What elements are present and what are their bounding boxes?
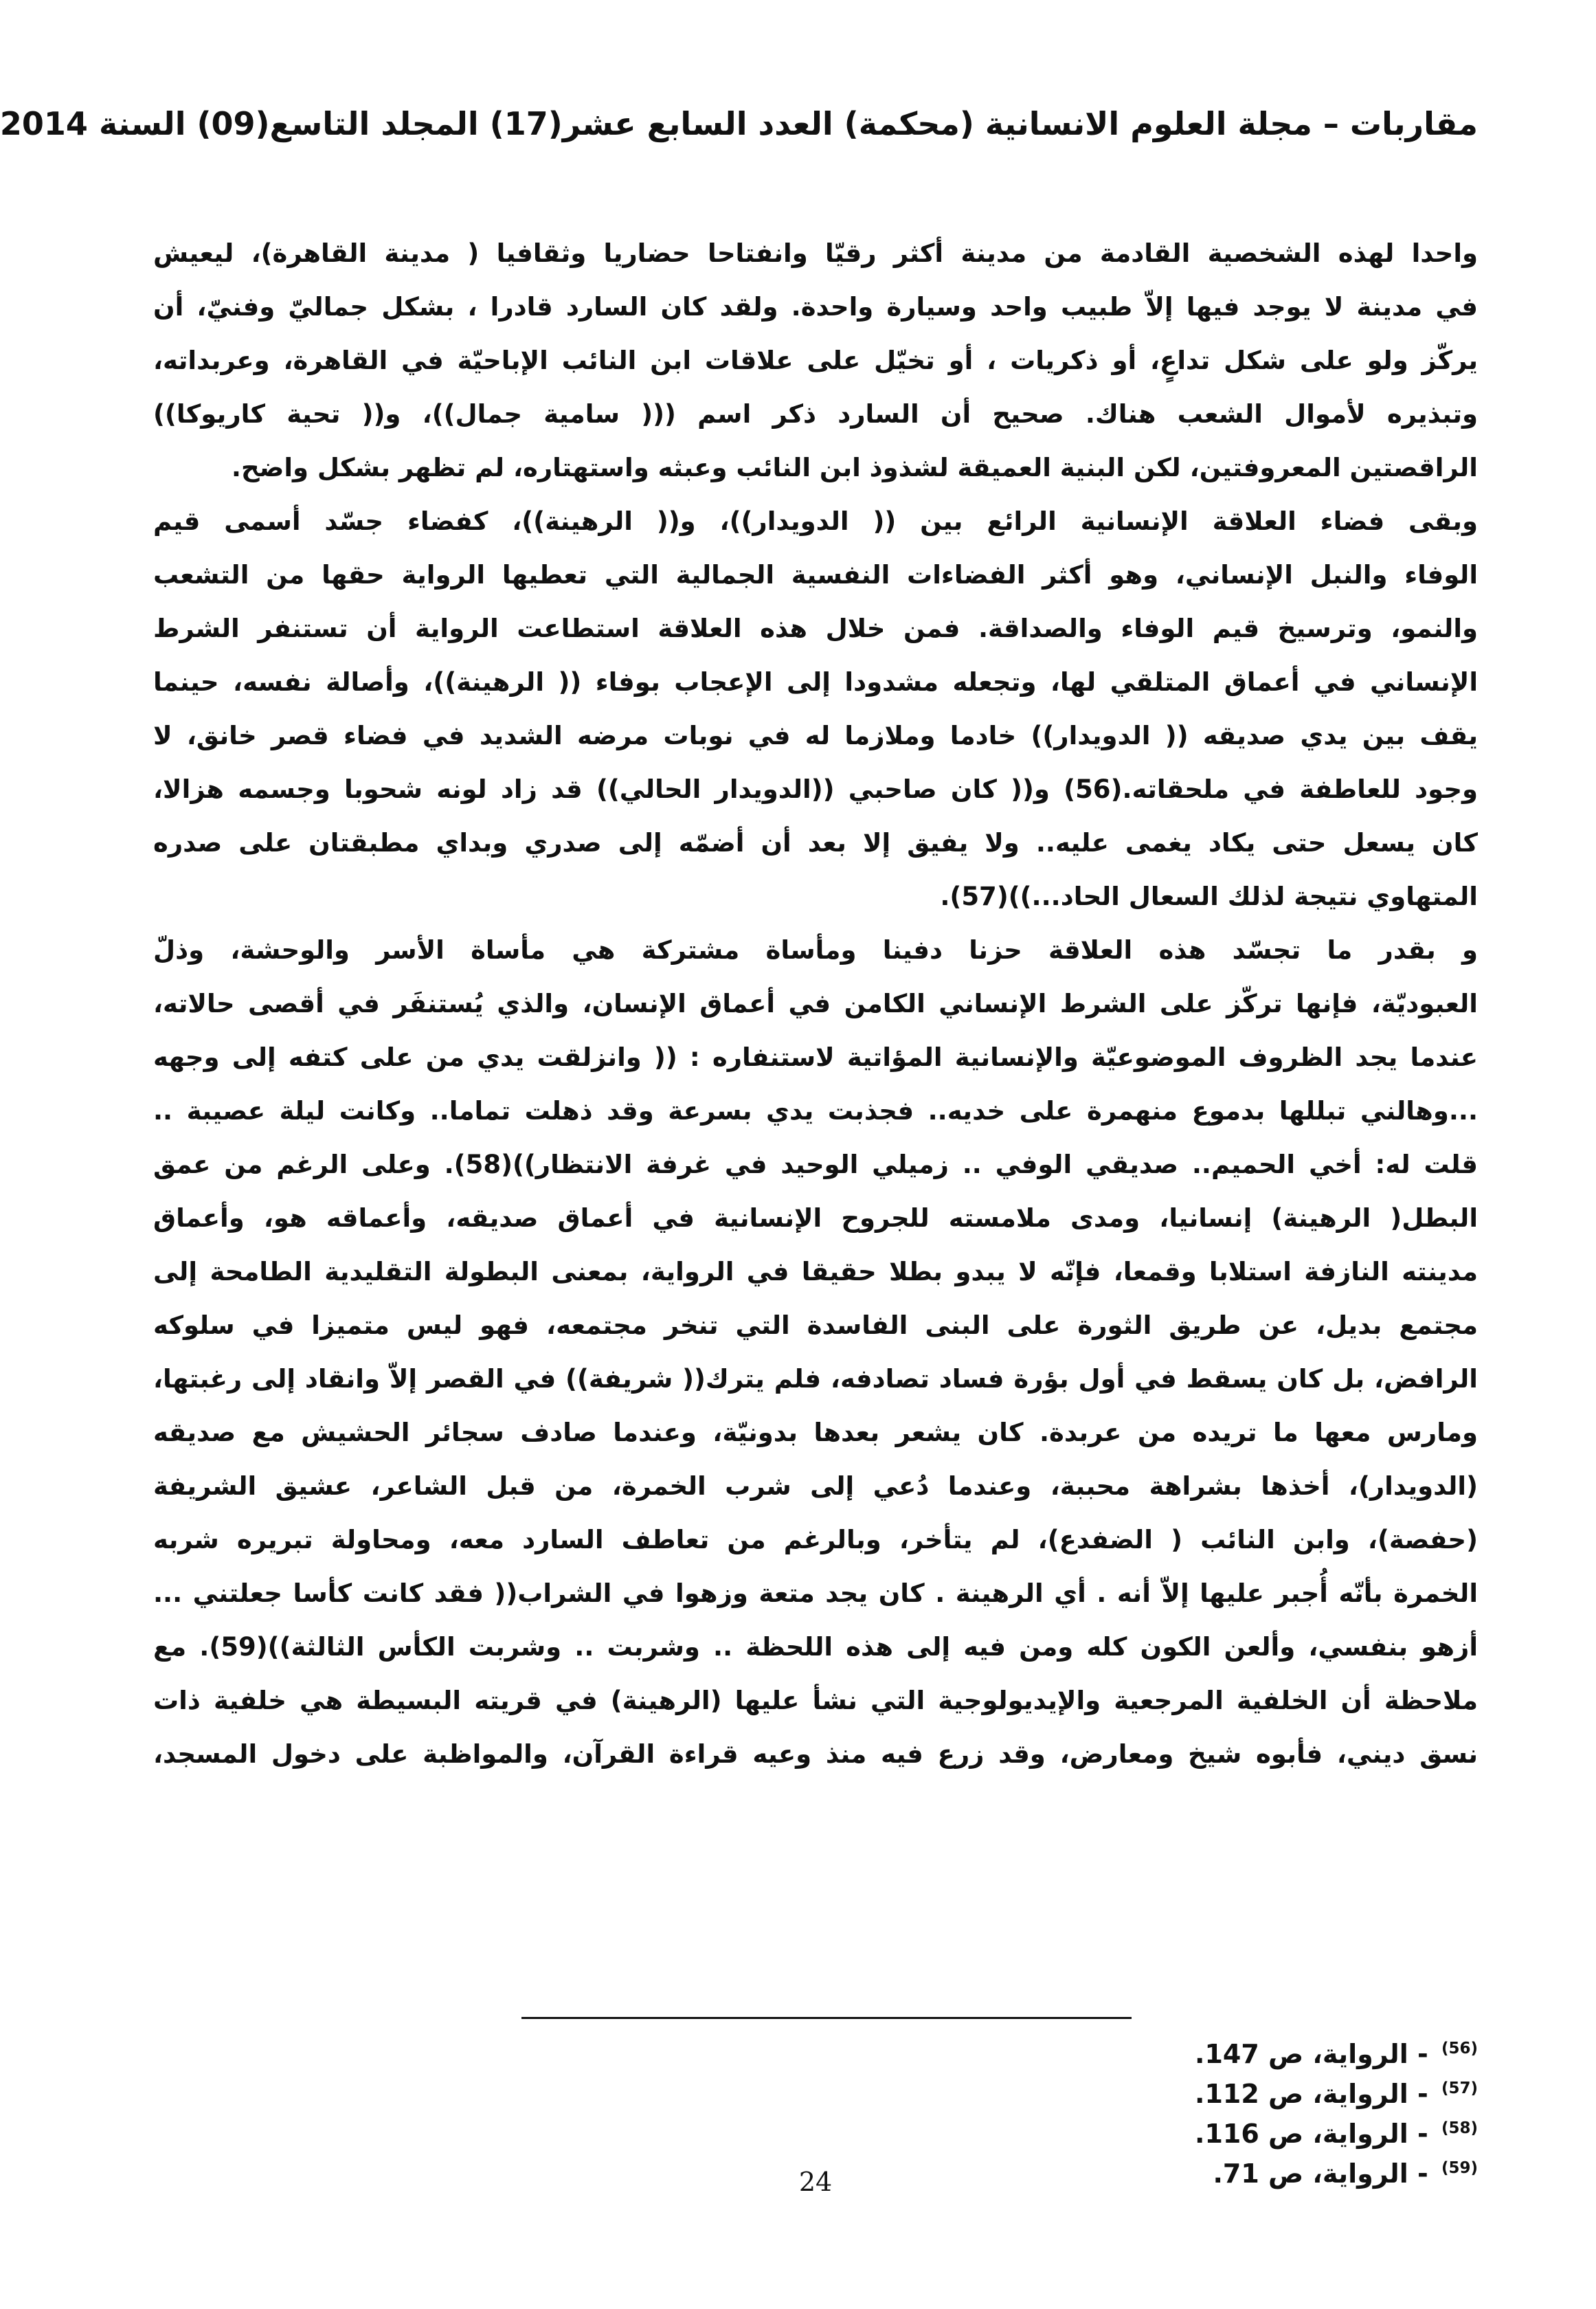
body-line: وبقى فضاء العلاقة الإنسانية الرائع بين (( الدويدار))، و(( الرهينة))، كفضاء جسّد أسمى قيم	[153, 506, 1478, 536]
body-line: قلت له: أخي الحميم.. صديقي الوفي .. زميلي الوحيد في غرفة الانتظار))(58). وعلى الرغم من عمق	[153, 1150, 1478, 1179]
footnote-text: - الرواية، ص 116.	[1195, 2119, 1428, 2149]
body-line: أزهو بنفسي، وألعن الكون كله ومن فيه إلى هذه اللحظة .. وشربت .. وشربت الكأس الثالثة))(59). مع	[153, 1632, 1479, 1662]
body-line: و بقدر ما تجسّد هذه العلاقة حزنا دفينا ومأساة مشتركة هي مأساة الأسر والوحشة، وذلّ	[153, 935, 1478, 965]
body-line: العبوديّة، فإنها تركّز على الشرط الإنساني الكامن في أعماق الإنسان، والذي يُستنفَر في أقصى حالاته،	[153, 989, 1478, 1018]
body-line: يقف بين يدي صديقه (( الدويدار)) خادما وملازما له في نوبات مرضه الشديد في فضاء قصر خانق، لا	[153, 721, 1478, 750]
body-line: وتبذيره لأموال الشعب هناك. صحيح أن السارد ذكر اسم ((( سامية جمال))، و(( تحية كاريوكا))	[153, 399, 1478, 429]
body-line: ومارس معها ما تريده من عربدة. كان يشعر بعدها بدونيّة، وعندما صادف سجائر الحشيش مع صديقه	[153, 1418, 1478, 1447]
footnote	[1121, 2034, 1478, 2074]
footnote-text: - الرواية، ص 71.	[1213, 2159, 1428, 2189]
footnote	[1121, 2154, 1478, 2194]
body-line: البطل( الرهينة) إنسانيا، ومدى ملامسته للجروح الإنسانية في أعماق صديقه، وأعماقه هو، وأعماق	[153, 1203, 1478, 1233]
body-line: ...وهالني تبللها بدموع منهمرة على خديه.. فجذبت يدي بسرعة وقد ذهلت تماما.. وكانت ليلة عصيبة ..	[153, 1096, 1478, 1126]
body-line: الرافض، بل كان يسقط في أول بؤرة فساد تصادفه، فلم يترك(( شريفة)) في القصر إلاّ وانقاد إلى رغبتها،	[153, 1364, 1478, 1394]
footnote-number: (59)	[1441, 2159, 1478, 2178]
body-line: الإنساني في أعماق المتلقي لها، وتجعله مشدودا إلى الإعجاب بوفاء (( الرهينة))، وأصالة نفسه، حينما	[153, 667, 1478, 697]
footnote-divider	[521, 2017, 1132, 2019]
body-line: الوفاء والنبل الإنساني، وهو أكثر الفضاءات النفسية الجمالية التي تعطيها الرواية حقها من التشعب	[153, 560, 1478, 590]
body-line: الخمرة بأنّه أُجبر عليها إلاّ أنه . أي الرهينة . كان يجد متعة وزهوا في الشراب(( فقد كانت كأسا جعلتني ...	[153, 1579, 1478, 1608]
body-line: يركّز ولو على شكل تداعٍ، أو ذكريات ، أو تخيّل على علاقات ابن النائب الإباحيّة في القاهرة، وعربداته،	[153, 346, 1478, 375]
body-line: مجتمع بديل، عن طريق الثورة على البنى الفاسدة التي تنخر مجتمعه، فهو ليس متميزا في سلوكه	[153, 1310, 1478, 1340]
footnote-number: (56)	[1441, 2040, 1478, 2058]
body-line: المتهاوي نتيجة لذلك السعال الحاد...))(57).	[940, 882, 1478, 911]
body-line: عندما يجد الظروف الموضوعيّة والإنسانية المؤاتية لاستنفاره : (( وانزلقت يدي من على كتفه إلى وجهه	[153, 1042, 1478, 1072]
body-line: نسق ديني، فأبوه شيخ ومعارض، وقد زرع فيه منذ وعيه قراءة القرآن، والمواظبة على دخول المسجد،	[153, 1739, 1478, 1769]
footnote-text: - الرواية، ص 112.	[1195, 2079, 1428, 2109]
footnote-number: (58)	[1441, 2119, 1478, 2138]
footnote	[1121, 2114, 1478, 2154]
body-line: واحدا لهذه الشخصية القادمة من مدينة أكثر رقيّا وانفتاحا حضاريا وثقافيا ( مدينة القاهرة)، ليعيش	[153, 238, 1478, 268]
body-line: مدينته النازفة استلابا وقمعا، فإنّه لا يبدو بطلا حقيقا في الرواية، بمعنى البطولة التقليدية الطامحة إلى	[153, 1257, 1478, 1286]
body-text	[153, 227, 1478, 1781]
page-number: 24	[798, 2167, 833, 2197]
body-line: (حفصة)، وابن النائب ( الضفدع)، لم يتأخر، وبالرغم من تعاطف السارد معه، ومحاولة تبريره شربه	[153, 1525, 1478, 1554]
footnote	[1121, 2074, 1478, 2114]
body-line: في مدينة لا يوجد فيها إلاّ طبيب واحد وسيارة واحدة. ولقد كان السارد قادرا ، بشكل جماليّ وفنيّ، أن	[153, 292, 1478, 322]
body-line: والنمو، وترسيخ قيم الوفاء والصداقة. فمن خلال هذه العلاقة استطاعت الرواية أن تستنفر الشرط	[153, 614, 1478, 643]
body-line: ملاحظة أن الخلفية المرجعية والإيديولوجية التي نشأ عليها (الرهينة) في قريته البسيطة هي خلفية ذات	[153, 1686, 1478, 1715]
body-line: (الدويدار)، أخذها بشراهة محببة، وعندما دُعي إلى شرب الخمرة، من قبل الشاعر، عشيق الشريفة	[153, 1471, 1478, 1501]
body-line: كان يسعل حتى يكاد يغمى عليه.. ولا يفيق إلا بعد أن أضمّه إلى صدري وبداي مطبقتان على صدره	[153, 828, 1478, 858]
body-line: وجود للعاطفة في ملحقاته.(56) و(( كان صاحبي ((الدويدار الحالي)) قد زاد لونه شحوبا وجسمه هزالا،	[153, 774, 1478, 804]
running-header: مقاربات – مجلة العلوم الانسانية (محكمة) العدد السابع عشر(17) المجلد التاسع(09) السنة 2014	[0, 105, 1478, 142]
footnote-number: (57)	[1441, 2079, 1478, 2098]
body-line: الراقصتين المعروفتين، لكن البنية العميقة لشذوذ ابن النائب وعبثه واستهتاره، لم تظهر بشكل واضح.	[231, 453, 1478, 482]
footnote-text: - الرواية، ص 147.	[1195, 2039, 1428, 2069]
footnotes	[1121, 2034, 1478, 2194]
